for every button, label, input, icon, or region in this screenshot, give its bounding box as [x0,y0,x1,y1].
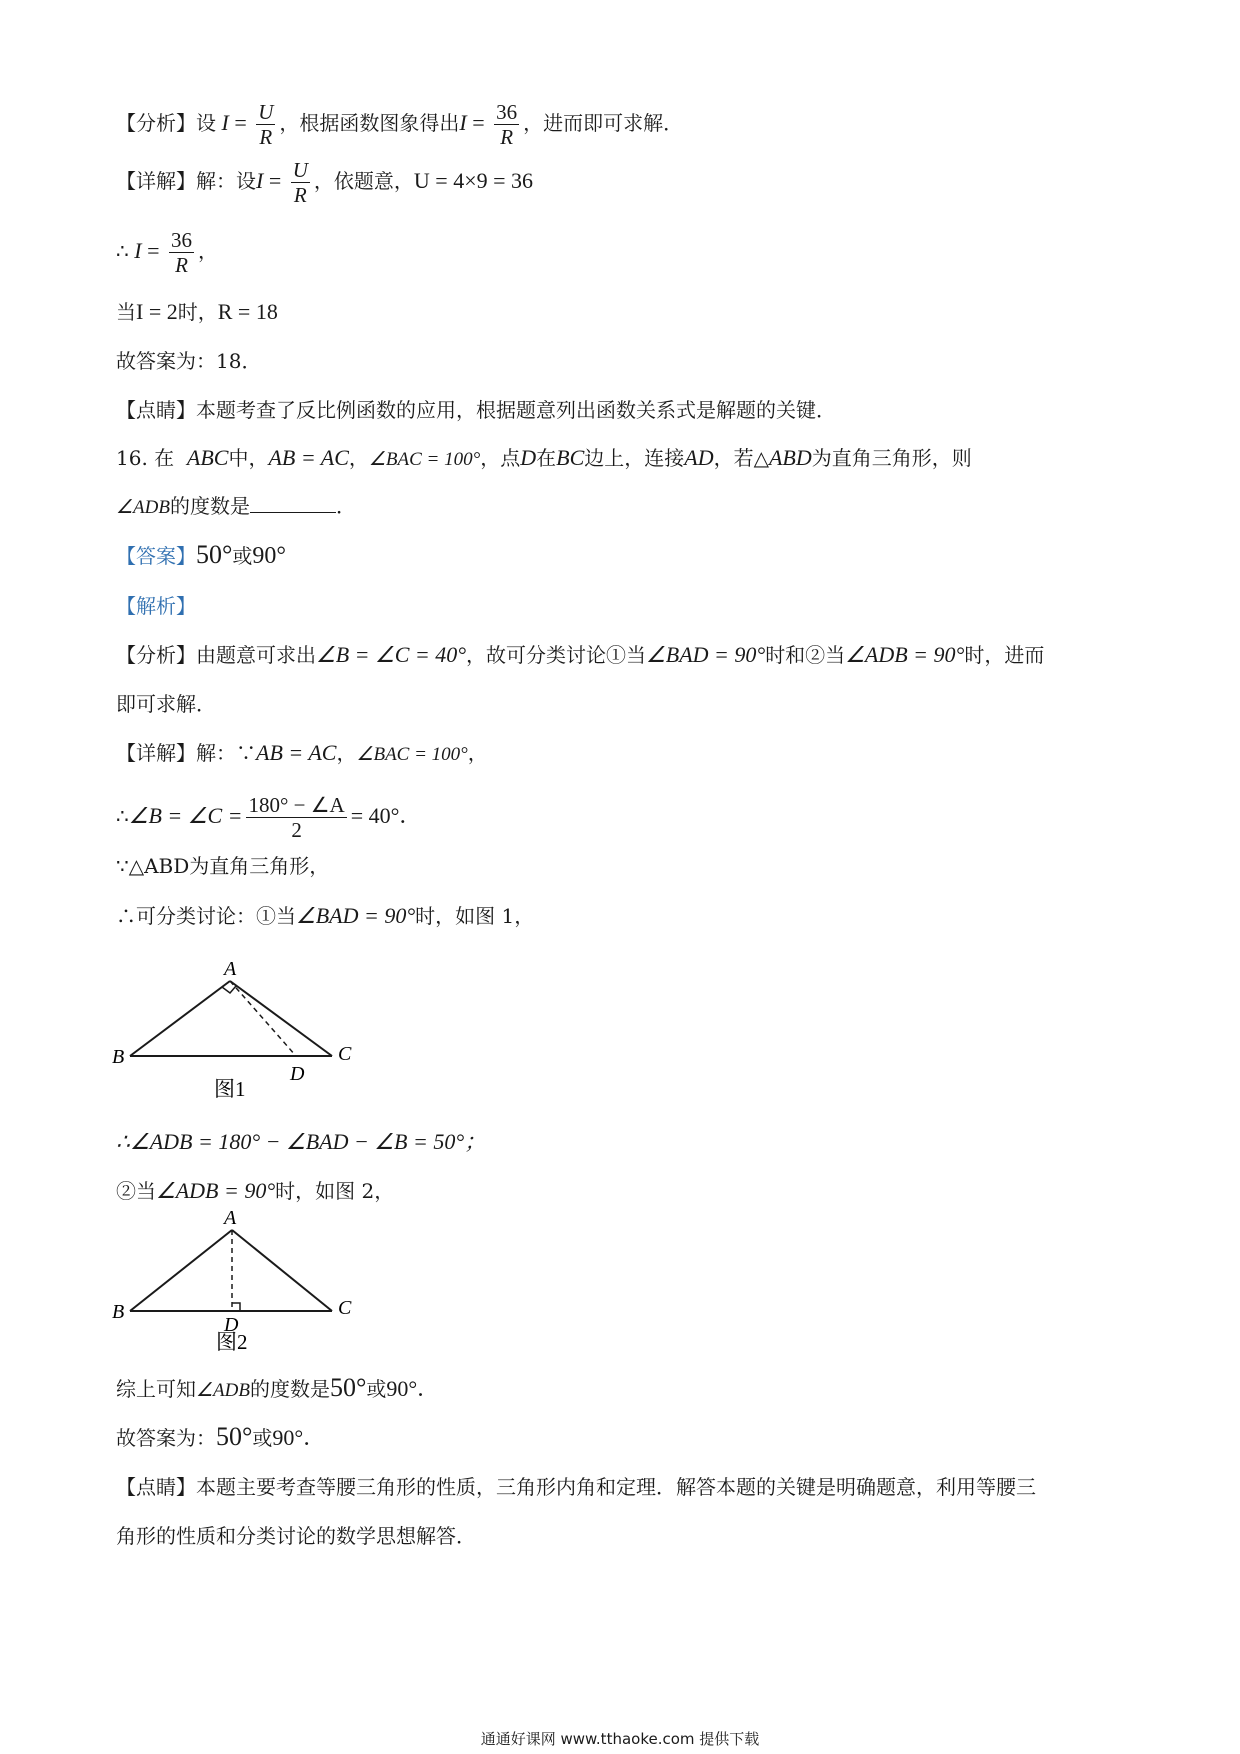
figure-2 [108,1206,368,1366]
page-footer: 通通好课网 www.tthaoke.com 提供下载 [480,1730,760,1748]
figure-2-caption: 图2 [216,1330,248,1354]
detail-1-line-3: ∴ I = $\frac{36}{R}$ ， [116,228,218,277]
answer-blank [250,492,336,513]
label-c: C [338,1043,352,1065]
fraction-36-over-r-2: $\frac{36}{R}$ [170,228,192,277]
comment-2-line-2: 角形的性质和分类讨论的数学思想解答． [116,1524,476,1548]
right-angle-mark [222,986,236,993]
label-a: A [224,1207,237,1229]
figure-1 [108,940,368,1100]
label-d: D [224,1314,239,1336]
answer-tag: 【答案】 [116,544,196,568]
segment-ab [130,1230,232,1311]
analysis-2-line-2: 即可求解． [116,692,216,716]
detail-2-line-3: ∵△ABD为直角三角形， [116,854,330,878]
detail-2-line-1: 【详解】解：∵AB = AC，∠BAC = 100°， [116,740,488,765]
answer-1: 故答案为：18． [116,349,262,373]
detail-1-line-4: 当I = 2时，R = 18 [116,299,278,324]
fraction-u-over-r: $\frac{U}{R}$ [258,100,274,149]
fraction-36-over-r: $\frac{36}{R}$ [496,100,518,149]
fraction-angle: $\frac{180^\circ - \angle A}{2}$ [248,793,345,842]
detail-2-line-5: ∴∠ADB = 180° − ∠BAD − ∠B = 50°； [116,1129,487,1154]
comment-2-line-1: 【点睛】本题主要考查等腰三角形的性质，三角形内角和定理．解答本题的关键是明确题意，利用等腰三 [116,1475,1036,1499]
analysis-tag: 【分析】 [116,111,196,135]
detail-1: 【详解】解：设I = $\frac{U}{R}$ ，依题意，U = 4×9 = 36 [116,158,534,207]
figure-1-caption: 图1 [214,1077,246,1100]
detail-2-line-7: 综上可知∠ADB的度数是50°或90°． [116,1373,440,1402]
label-b: B [112,1046,125,1068]
detail-2-line-4: ∴可分类讨论：①当∠BAD = 90°时，如图 1， [116,903,535,928]
detail-2-line-6: ②当∠ADB = 90°时，如图 2， [116,1178,395,1203]
question-16-line-1: 16. 在 ABC中，AB = AC，∠BAC = 100°，点D在BC边上，连接AD，若△ABD为直角三角形，则 [116,445,972,470]
label-c: C [338,1297,352,1319]
label-d: D [290,1063,305,1085]
detail-2-line-2: ∴∠B = ∠C = $\frac{180^\circ - \angle A}{2}$ = 40°． [116,793,422,842]
analysis-1: 【分析】设 I = $\frac{U}{R}$ ，根据函数图象得出I = $\frac{36}{R}$ ，进而即可求解． [116,100,684,149]
segment-ac [232,1230,332,1311]
right-angle-mark [232,1303,240,1311]
question-16-line-2: ∠ADB的度数是 ． [116,494,356,518]
comment-1: 【点睛】本题考查了反比例函数的应用，根据题意列出函数关系式是解题的关键． [116,398,836,422]
answer-line: 【答案】50°或90° [116,540,287,569]
analysis-2-line-1: 【分析】由题意可求出∠B = ∠C = 40°，故可分类讨论①当∠BAD = 90°时和②当∠ADB = 90°时，进而 [116,642,1045,667]
label-a: A [224,958,237,980]
segment-ac [230,981,332,1056]
detail-2-line-8: 故答案为：50°或90°． [116,1422,326,1451]
segment-ab [130,981,230,1056]
fraction-u-over-r-2: $\frac{U}{R}$ [292,158,308,207]
segment-ad-dashed [230,981,296,1056]
label-b: B [112,1301,125,1323]
jiexi-tag: 【解析】 [116,594,196,618]
